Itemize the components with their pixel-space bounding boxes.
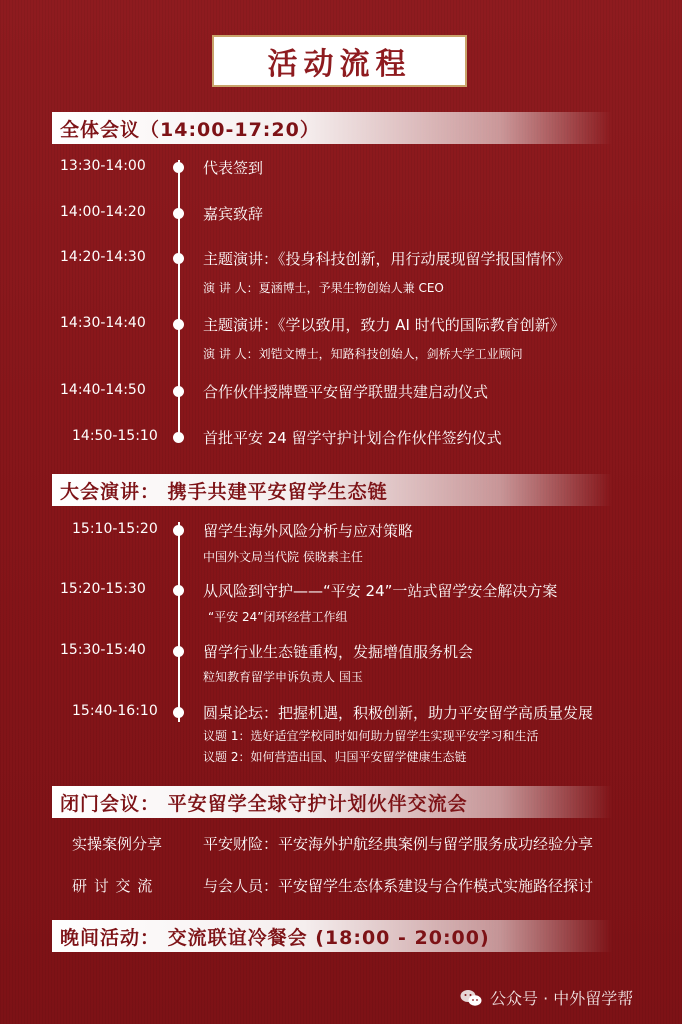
schedule-time: 14:00-14:20 [60,204,146,220]
page-title: 活动流程 [267,47,412,82]
section-title-closed: 闭门会议： 平安留学全球守护计划伙伴交流会 [60,792,468,815]
timeline-dot [173,707,184,718]
timeline-line-keynote [178,522,180,722]
timeline-dot [173,646,184,657]
schedule-title: 主题演讲：《学以致用，致力 AI 时代的国际教育创新》 [203,316,565,334]
schedule-time: 13:30-14:00 [60,158,146,174]
schedule-title: 留学生海外风险分析与应对策略 [203,522,414,540]
section-title-plenary: 全体会议（14:00-17:20） [60,118,320,141]
schedule-title: 代表签到 [203,159,264,177]
section-header-evening [52,920,612,952]
schedule-title: 留学行业生态链重构，发掘增值服务机会 [203,643,474,661]
schedule-speaker: 中国外文局当代院 侯晓素主任 [203,550,363,564]
footer-account [460,986,633,1009]
timeline-dot [173,525,184,536]
footer-text: 公众号 · 中外留学帮 [490,989,634,1008]
timeline-line-plenary [178,160,180,442]
schedule-speaker: 演 讲 人：夏涵博士，予果生物创始人兼 CEO [203,281,444,295]
timeline-dot [173,386,184,397]
schedule-time: 15:20-15:30 [60,581,146,597]
timeline-dot [173,432,184,443]
timeline-dot [173,253,184,264]
closed-item-text: 平安财险：平安海外护航经典案例与留学服务成功经验分享 [203,835,594,853]
section-title-evening: 晚间活动： 交流联谊冷餐会 (18:00 - 20:00) [60,926,490,949]
schedule-title: 从风险到守护——“平安 24”一站式留学安全解决方案 [203,582,558,600]
schedule-speaker: 演 讲 人：刘铠文博士，知路科技创始人，剑桥大学工业顾问 [203,347,523,361]
schedule-time: 14:50-15:10 [72,428,158,444]
timeline-dot [173,585,184,596]
schedule-topic: 议题 2：如何营造出国、归国平安留学健康生态链 [203,750,467,764]
schedule-topic: 议题 1：选好适宜学校同时如何助力留学生实现平安学习和生活 [203,729,539,743]
schedule-time: 15:40-16:10 [72,703,158,719]
schedule-title: 嘉宾致辞 [203,205,264,223]
schedule-time: 14:40-14:50 [60,382,146,398]
section-header-closed [52,786,612,818]
schedule-time: 14:20-14:30 [60,249,146,265]
timeline-dot [173,319,184,330]
schedule-time: 15:30-15:40 [60,642,146,658]
closed-item-label: 实操案例分享 [72,835,163,853]
schedule-time: 15:10-15:20 [72,521,158,537]
schedule-title: 首批平安 24 留学守护计划合作伙伴签约仪式 [203,429,502,447]
schedule-title: 合作伙伴授牌暨平安留学联盟共建启动仪式 [203,383,489,401]
section-title-keynote: 大会演讲： 携手共建平安留学生态链 [60,480,388,503]
schedule-title: 主题演讲：《投身科技创新，用行动展现留学报国情怀》 [203,250,571,268]
section-header-keynote [52,474,612,506]
schedule-title: 圆桌论坛：把握机遇，积极创新，助力平安留学高质量发展 [203,704,594,722]
page-title-box [212,35,467,87]
closed-item-text: 与会人员：平安留学生态体系建设与合作模式实施路径探讨 [203,877,594,895]
schedule-time: 14:30-14:40 [60,315,146,331]
schedule-speaker: 粒知教育留学申诉负责人 国玉 [203,670,363,684]
timeline-dot [173,162,184,173]
section-header-plenary [52,112,612,144]
schedule-speaker: “平安 24”闭环经营工作组 [208,610,348,624]
closed-item-label: 研 讨 交 流 [72,877,154,895]
timeline-dot [173,208,184,219]
wechat-icon [460,989,482,1007]
